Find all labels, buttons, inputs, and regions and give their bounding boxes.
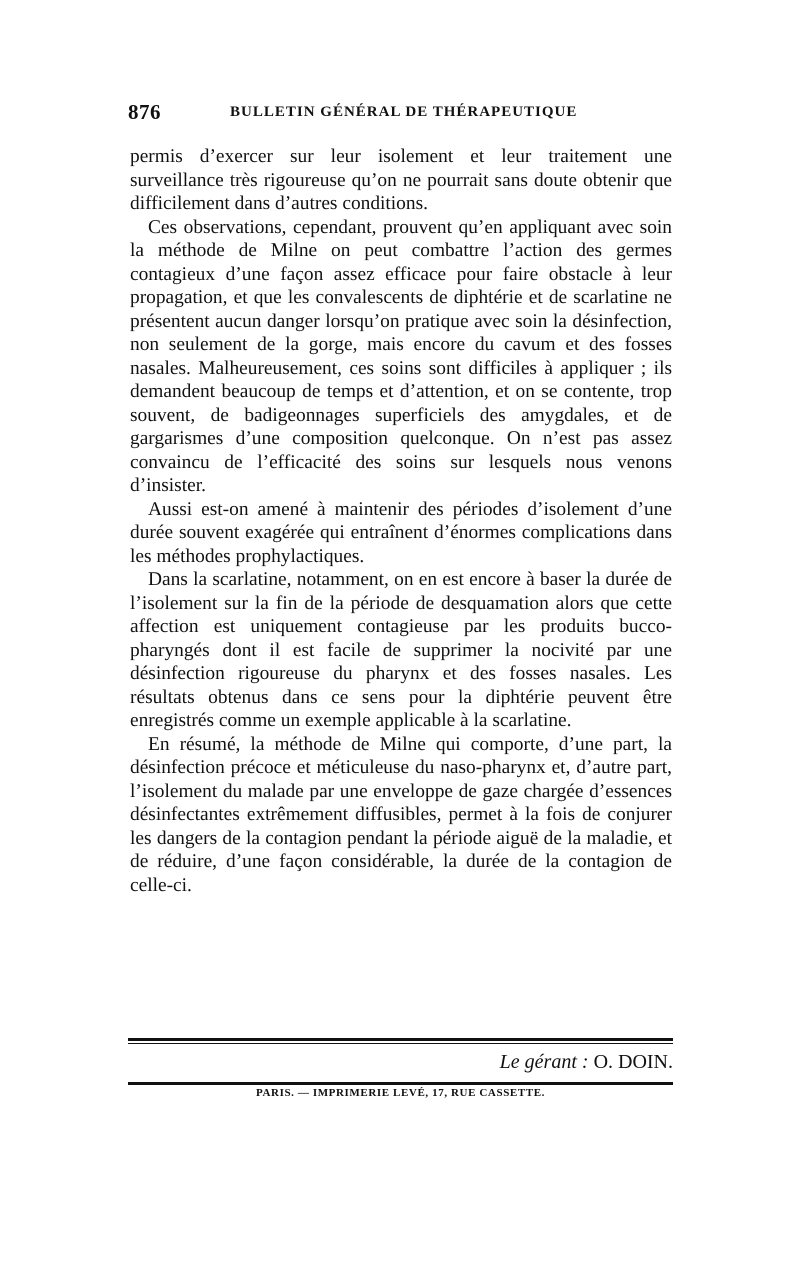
footer-rule-thick — [128, 1038, 673, 1041]
gerant-line — [128, 1051, 673, 1074]
page-number: 876 — [128, 100, 161, 124]
paragraph-observations: Ces observations, cependant, prouvent qu’en appliquant avec soin la méthode de Milne on peut combattre l’action des germes contagieux d’une façon assez efficace pour faire obstacle à leur propagation, et que les convalescents de diphtérie et de scarlatine ne présentent aucun danger lorsqu’on pratique avec soin la désinfection, non seulement de la gorge, mais encore du cavum et des fosses nasales. Malheureusement, ces soins sont difficiles à appliquer ; ils demandent beaucoup de temps et d’attention, et on se contente, trop souvent, de badigeonnages superficiels des amygdales, et de gargarismes d’une composition quelconque. On n’est pas assez convaincu de l’efficacité des soins sur lesquels nous venons d’insister. — [130, 216, 672, 496]
footer-rule-thin — [128, 1043, 673, 1044]
gerant-label: Le gérant : — [499, 1051, 589, 1073]
paragraph-isolation-periods: Aussi est-on amené à maintenir des périodes d’isolement d’une durée souvent exagérée qui entraînent d’énormes complications dans les méthodes prophylactiques. — [130, 498, 672, 567]
footer-rule-bottom — [128, 1082, 673, 1085]
paragraph-scarlatine: Dans la scarlatine, notamment, on en est encore à baser la durée de l’isolement sur la fin de la période de desquamation alors que cette affection est uniquement contagieuse par les produits bucco-pharyngés dont il est facile de supprimer la nocivité par une désinfection rigoureuse du pharynx et des fosses nasales. Les résultats obtenus dans ce sens pour la diphtérie peuvent être enregistrés comme un exemple applicable à la scarlatine. — [130, 569, 672, 731]
printer-imprint: PARIS. — IMPRIMERIE LEVÉ, 17, RUE CASSETTE. — [255, 1087, 546, 1099]
journal-title: BULLETIN GÉNÉRAL DE THÉRAPEUTIQUE — [230, 104, 578, 120]
body-text — [130, 145, 672, 897]
running-head — [128, 100, 673, 130]
paragraph-summary: En résumé, la méthode de Milne qui comporte, d’une part, la désinfection précoce et méticuleuse du naso-pharynx et, d’autre part, l’isolement du malade par une enveloppe de gaze chargée d’essences désinfectantes extrêmement diffusibles, permet à la fois de conjurer les dangers de la contagion pendant la période aiguë de la maladie, et de réduire, d’une façon considérable, la durée de la contagion de celle-ci. — [130, 733, 672, 896]
gerant-name: O. DOIN. — [593, 1051, 673, 1073]
paragraph-continuation: permis d’exercer sur leur isolement et leur traitement une surveillance très rigoureuse qu’on ne pourrait sans doute obtenir que difficilement dans d’autres conditions. — [130, 146, 672, 214]
